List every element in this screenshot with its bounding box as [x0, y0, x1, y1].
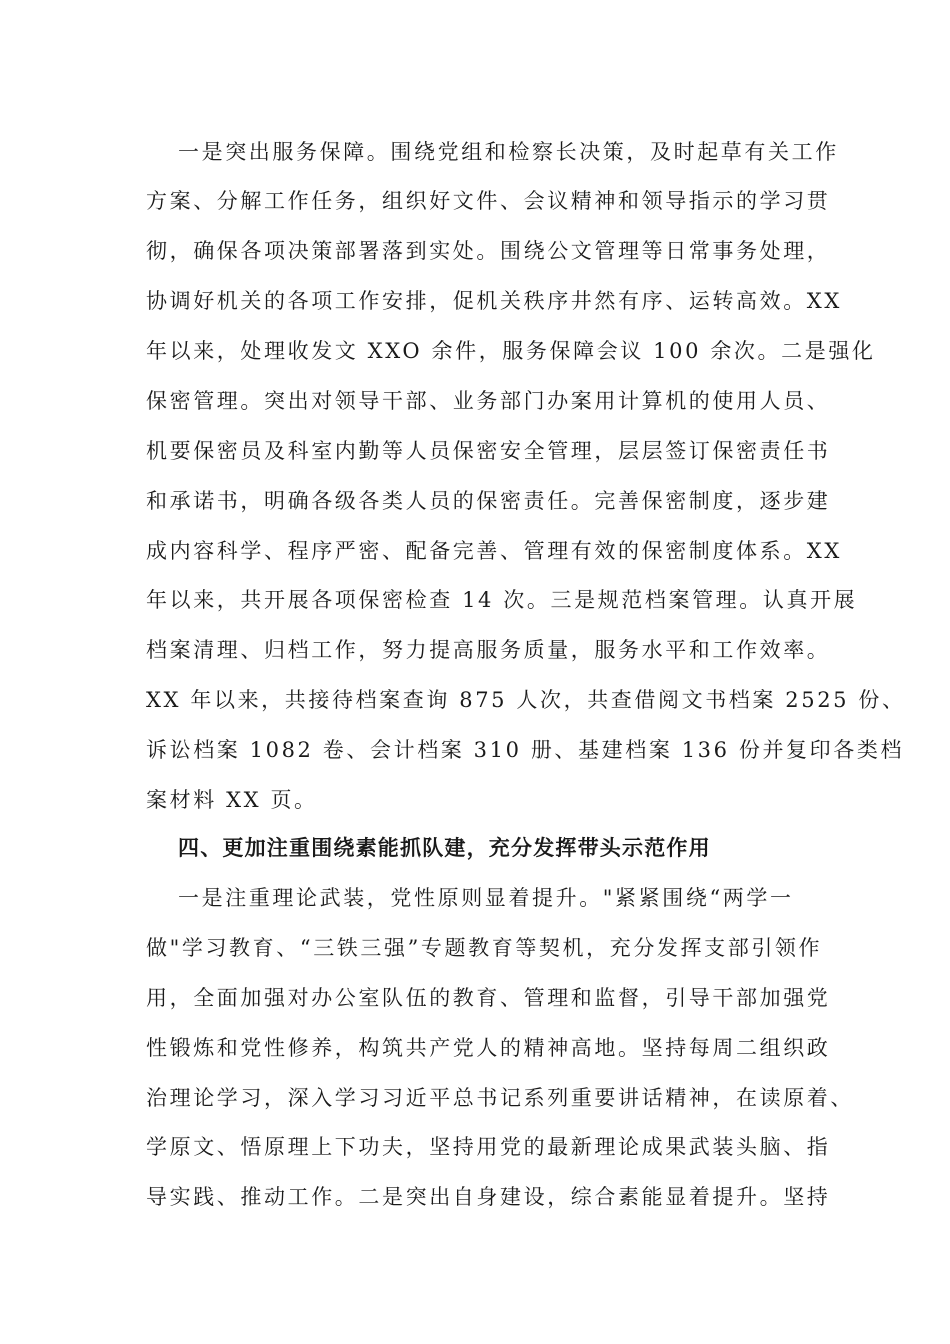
paragraph-1-line-7: 机要保密员及科室内勤等人员保密安全管理，层层签订保密责任书 — [146, 439, 831, 463]
paragraph-2-line-2: 做"学习教育、“三铁三强”专题教育等契机，充分发挥支部引领作 — [146, 936, 823, 960]
paragraph-1-line-1: 一是突出服务保障。围绕党组和检察长决策，及时起草有关工作 — [178, 140, 839, 164]
paragraph-1-line-12: XX 年以来，共接待档案查询 875 人次，共查借阅文书档案 2525 份、 — [146, 688, 906, 712]
paragraph-2-line-1: 一是注重理论武装，党性原则显着提升。"紧紧围绕“两学一 — [178, 886, 794, 910]
paragraph-1-line-4: 协调好机关的各项工作安排，促机关秩序井然有序、运转高效。XX — [146, 289, 842, 313]
paragraph-1-line-8: 和承诺书，明确各级各类人员的保密责任。完善保密制度，逐步建 — [146, 489, 831, 513]
paragraph-2-line-5: 治理论学习，深入学习习近平总书记系列重要讲话精神，在读原着、 — [146, 1086, 854, 1110]
paragraph-1-line-6: 保密管理。突出对领导干部、业务部门办案用计算机的使用人员、 — [146, 389, 831, 413]
paragraph-1-line-3: 彻，确保各项决策部署落到实处。围绕公文管理等日常事务处理， — [146, 239, 831, 263]
section-heading: 四、更加注重围绕素能抓队建，充分发挥带头示范作用 — [178, 836, 711, 860]
paragraph-1-line-13: 诉讼档案 1082 卷、会计档案 310 册、基建档案 136 份并复印各类档 — [146, 738, 905, 762]
paragraph-1-line-14: 案材料 XX 页。 — [146, 788, 318, 812]
paragraph-2-line-6: 学原文、悟原理上下功夫，坚持用党的最新理论成果武装头脑、指 — [146, 1135, 831, 1159]
paragraph-1-line-11: 档案清理、归档工作，努力提高服务质量，服务水平和工作效率。 — [146, 638, 831, 662]
paragraph-1-line-5: 年以来，处理收发文 XXO 余件，服务保障会议 100 余次。二是强化 — [146, 339, 876, 363]
paragraph-1-line-9: 成内容科学、程序严密、配备完善、管理有效的保密制度体系。XX — [146, 539, 842, 563]
paragraph-1-line-2: 方案、分解工作任务，组织好文件、会议精神和领导指示的学习贯 — [146, 189, 831, 213]
paragraph-2-line-3: 用，全面加强对办公室队伍的教育、管理和监督，引导干部加强党 — [146, 986, 831, 1010]
paragraph-2-line-4: 性锻炼和党性修养，构筑共产党人的精神高地。坚持每周二组织政 — [146, 1036, 831, 1060]
paragraph-2-line-7: 导实践、推动工作。二是突出自身建设，综合素能显着提升。坚持 — [146, 1185, 831, 1209]
paragraph-1-line-10: 年以来，共开展各项保密检查 14 次。三是规范档案管理。认真开展 — [146, 588, 858, 612]
